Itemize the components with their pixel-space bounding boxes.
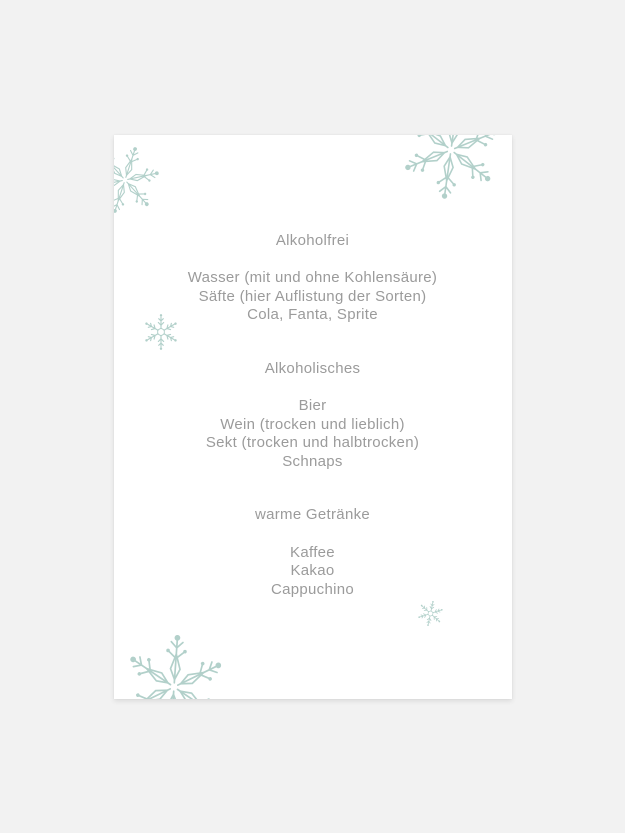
menu-item: Kaffee	[290, 543, 335, 561]
menu-item: Kakao	[290, 562, 335, 579]
menu-card	[114, 135, 512, 699]
menu-item: Cola, Fanta, Sprite	[247, 306, 378, 323]
section-heading: warme Getränke	[254, 506, 371, 523]
menu-item: Schnaps	[282, 452, 343, 470]
menu-section-warme-getraenke	[114, 506, 512, 599]
menu-section-alkoholisches	[114, 360, 512, 472]
menu-item: Sekt (trocken und halbtrocken)	[205, 434, 420, 451]
menu-item: Cappuchino	[270, 580, 355, 598]
section-heading: Alkoholisches	[264, 359, 361, 377]
menu-section-alkoholfrei	[114, 232, 512, 325]
menu-item: Säfte (hier Auflistung der Sorten)	[198, 287, 427, 305]
menu-item: Bier	[298, 397, 327, 414]
menu-content	[114, 135, 512, 699]
section-heading: Alkoholfrei	[275, 231, 350, 249]
menu-item: Wein (trocken und lieblich)	[220, 415, 405, 433]
menu-item: Wasser (mit und ohne Kohlensäure)	[187, 269, 438, 286]
